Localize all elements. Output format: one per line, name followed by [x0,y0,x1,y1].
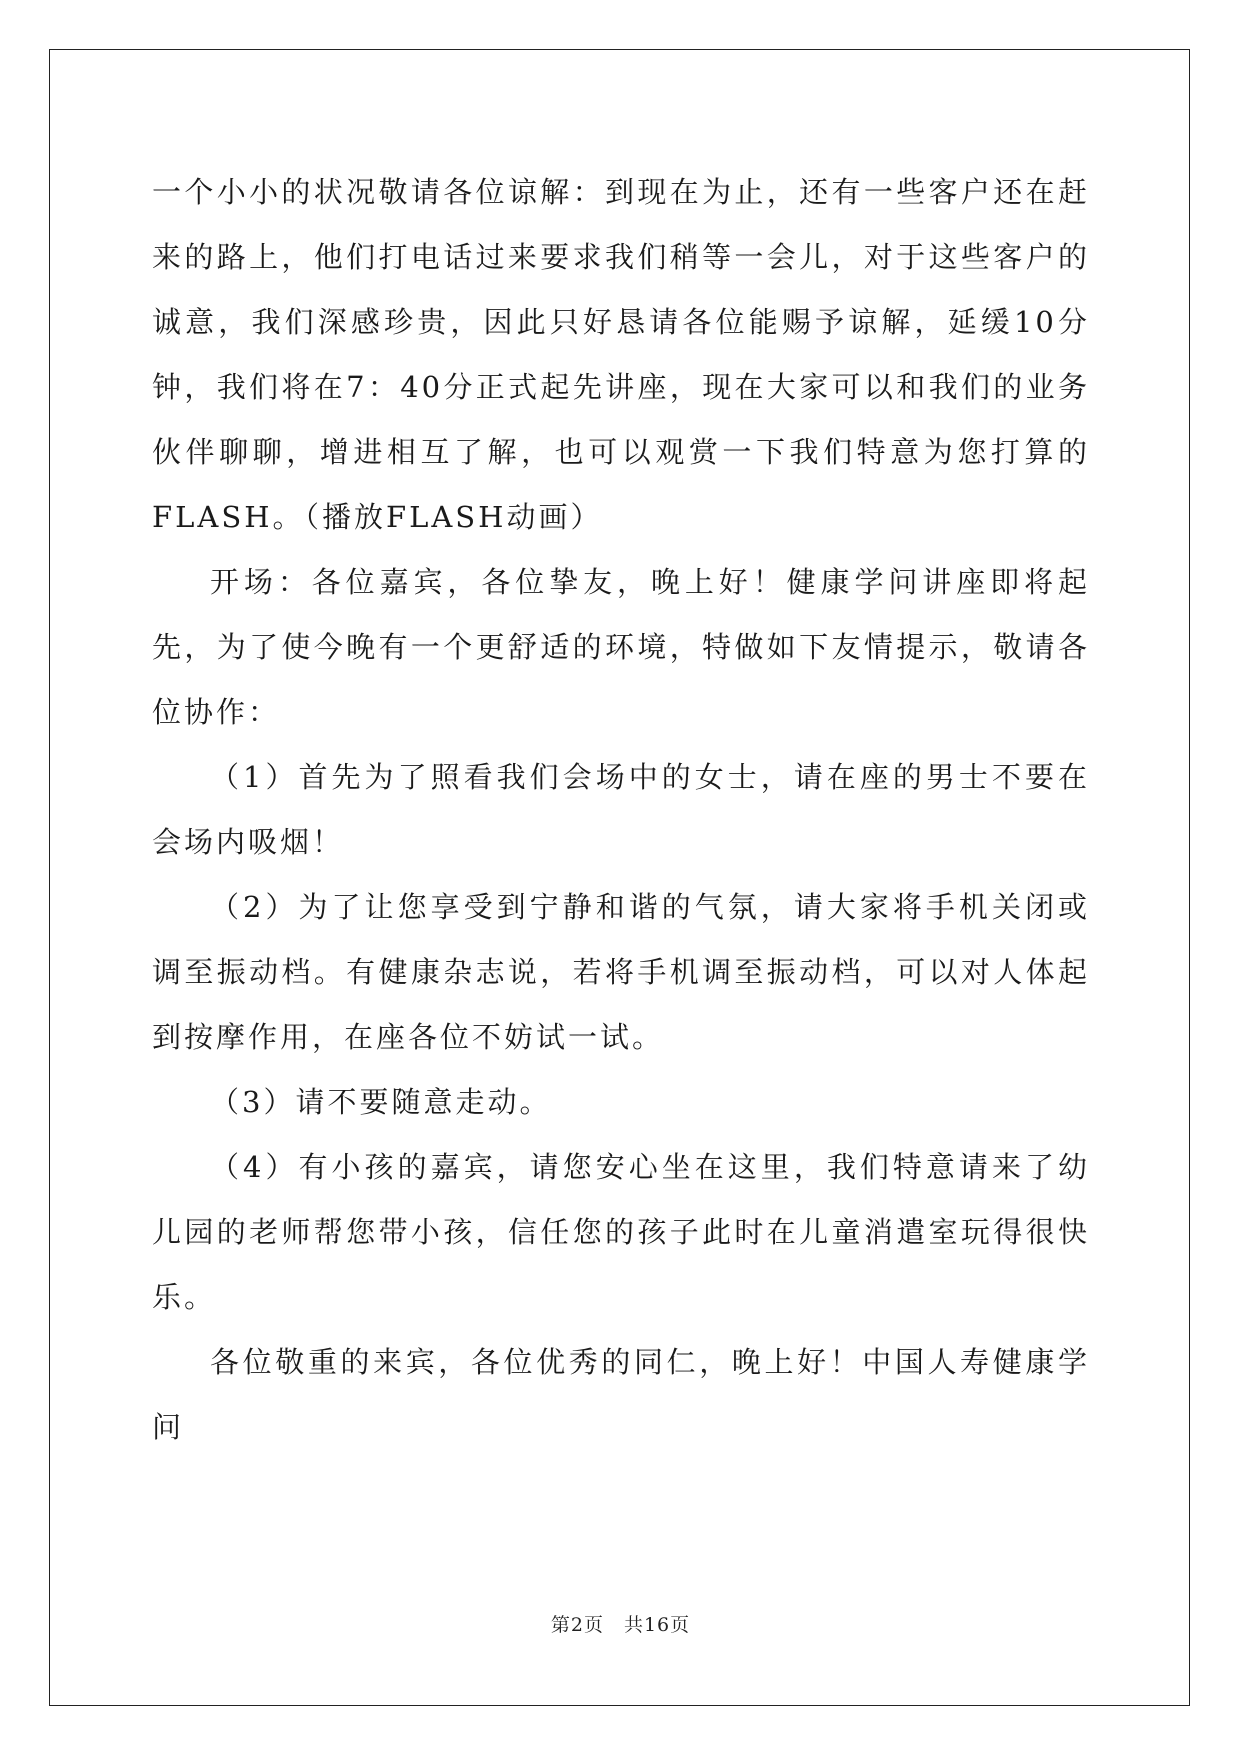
paragraph-7: 各位敬重的来宾，各位优秀的同仁，晚上好！中国人寿健康学问 [152,1345,1090,1444]
paragraph-5: （3）请不要随意走动。 [210,1085,552,1119]
page-number: 第2页 [550,1614,604,1636]
paragraph-2: 开场：各位嘉宾，各位挚友，晚上好！健康学问讲座即将起先，为了使今晚有一个更舒适的环境，特做如下友情提示，敬请各位协作： [152,565,1090,729]
paragraph-1: 一个小小的状况敬请各位谅解：到现在为止，还有一些客户还在赶来的路上，他们打电话过来要求我们稍等一会儿，对于这些客户的诚意，我们深感珍贵，因此只好恳请各位能赐予谅解，延缓10分钟，我们将在7：40分正式起先讲座，现在大家可以和我们的业务伙伴聊聊，增进相互了解，也可以观赏一下我们特意为您打算的FLASH。（播放FLASH动画） [152,175,1090,534]
page-footer [0,1610,1241,1637]
page-total: 共16页 [623,1614,691,1636]
paragraph-4: （2）为了让您享受到宁静和谐的气氛，请大家将手机关闭或调至振动档。有健康杂志说，若将手机调至振动档，可以对人体起到按摩作用，在座各位不妨试一试。 [152,890,1090,1054]
document-body [152,160,1090,1460]
paragraph-6: （4）有小孩的嘉宾，请您安心坐在这里，我们特意请来了幼儿园的老师帮您带小孩，信任您的孩子此时在儿童消遣室玩得很快乐。 [152,1150,1090,1314]
paragraph-3: （1）首先为了照看我们会场中的女士，请在座的男士不要在会场内吸烟！ [152,760,1090,859]
